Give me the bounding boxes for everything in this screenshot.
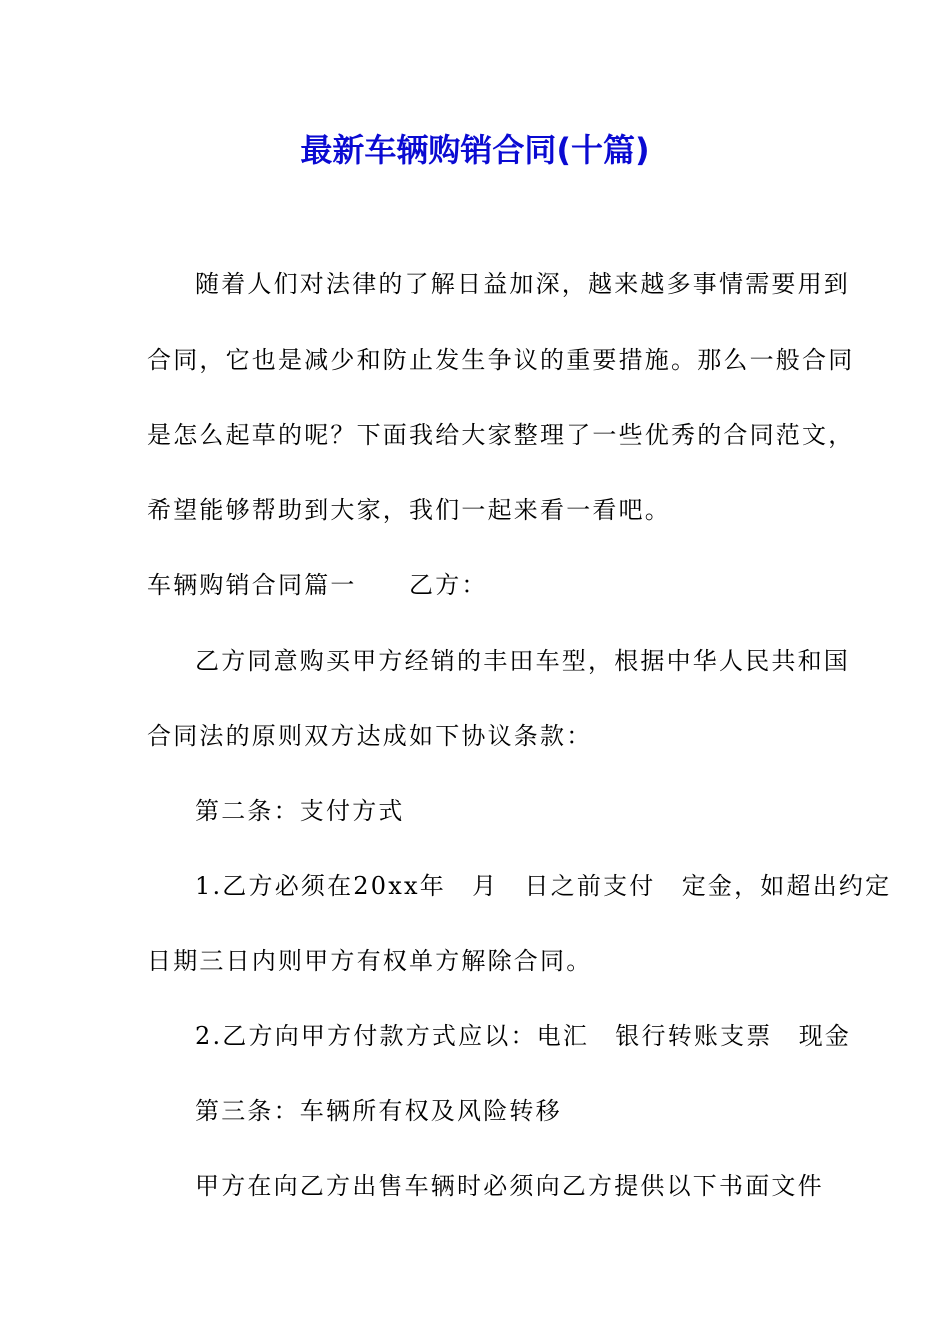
paragraph-line: 日期三日内则甲方有权单方解除合同。 bbox=[147, 947, 593, 975]
clause-heading: 第二条：支付方式 bbox=[195, 797, 405, 825]
paragraph-line: 甲方在向乙方出售车辆时必须向乙方提供以下书面文件 bbox=[195, 1172, 824, 1200]
section-heading: 车辆购销合同篇一 乙方： bbox=[147, 571, 488, 599]
paragraph-line: 合同，它也是减少和防止发生争议的重要措施。那么一般合同 bbox=[147, 346, 855, 374]
paragraph-line: 1.乙方必须在20xx年 月 日之前支付 定金，如超出约定 bbox=[195, 872, 892, 900]
paragraph-line: 希望能够帮助到大家，我们一起来看一看吧。 bbox=[147, 496, 671, 524]
document-title: 最新车辆购销合同(十篇) bbox=[300, 131, 650, 169]
paragraph-line: 合同法的原则双方达成如下协议条款： bbox=[147, 722, 593, 750]
paragraph-line: 2.乙方向甲方付款方式应以：电汇 银行转账支票 现金 bbox=[195, 1022, 852, 1050]
paragraph-line: 随着人们对法律的了解日益加深，越来越多事情需要用到 bbox=[195, 270, 850, 298]
paragraph-line: 是怎么起草的呢？下面我给大家整理了一些优秀的合同范文， bbox=[147, 421, 855, 449]
clause-heading: 第三条：车辆所有权及风险转移 bbox=[195, 1097, 562, 1125]
paragraph-line: 乙方同意购买甲方经销的丰田车型，根据中华人民共和国 bbox=[195, 647, 850, 675]
